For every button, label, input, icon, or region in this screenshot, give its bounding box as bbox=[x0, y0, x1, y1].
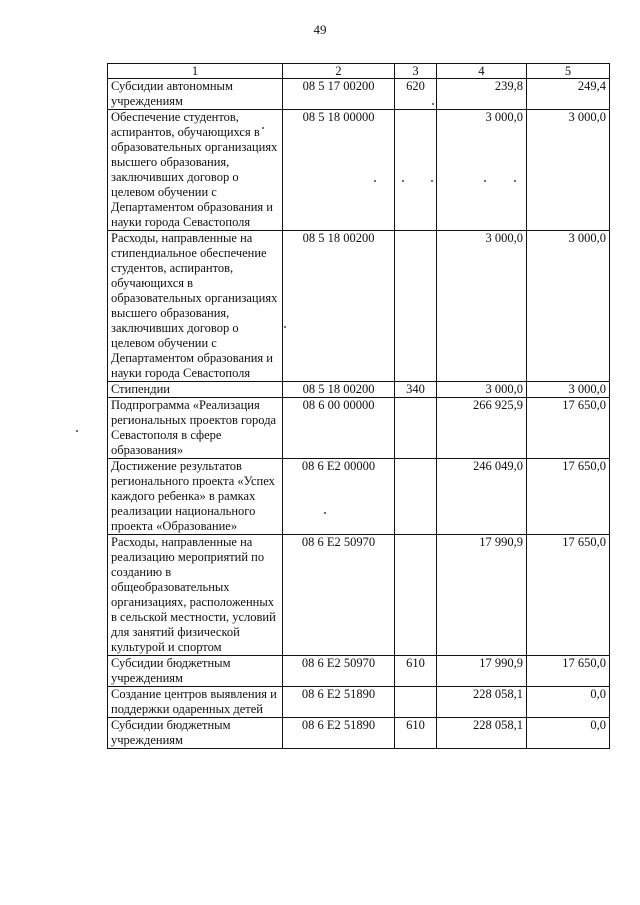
row-code-cell: 08 5 18 00000 bbox=[283, 110, 395, 231]
header-row bbox=[108, 64, 610, 79]
header-cell-2: 2 bbox=[283, 64, 395, 79]
row-amount-1-cell: 239,8 bbox=[437, 79, 527, 110]
row-code-cell: 08 6 E2 50970 bbox=[283, 535, 395, 656]
row-expense-type-cell: 610 bbox=[395, 718, 437, 749]
row-amount-2-cell: 17 650,0 bbox=[527, 398, 610, 459]
row-amount-1-cell: 3 000,0 bbox=[437, 231, 527, 382]
row-name-cell: Расходы, направленные на стипендиальное обеспечение студентов, аспирантов, обучающихся в образовательных организациях высшего образования, заключивших договор о целевом обучении с Департаментом образования и науки города Севастополя bbox=[108, 231, 283, 382]
row-amount-1-cell: 17 990,9 bbox=[437, 656, 527, 687]
table-row bbox=[108, 718, 610, 749]
row-code-cell: 08 5 18 00200 bbox=[283, 231, 395, 382]
table-row bbox=[108, 459, 610, 535]
header-cell-3: 3 bbox=[395, 64, 437, 79]
row-amount-2-cell: 17 650,0 bbox=[527, 656, 610, 687]
row-amount-2-cell: 0,0 bbox=[527, 718, 610, 749]
page-number: 49 bbox=[313, 22, 327, 37]
table-row bbox=[108, 231, 610, 382]
row-code-cell: 08 6 E2 51890 bbox=[283, 718, 395, 749]
row-code-cell: 08 6 E2 51890 bbox=[283, 687, 395, 718]
row-code-cell: 08 5 18 00200 bbox=[283, 382, 395, 398]
row-name-cell: Создание центров выявления и поддержки одаренных детей bbox=[108, 687, 283, 718]
row-name-cell: Расходы, направленные на реализацию мероприятий по созданию в общеобразовательных организациях, расположенных в сельской местности, условий для занятий физической культурой и спортом bbox=[108, 535, 283, 656]
budget-table bbox=[107, 63, 610, 749]
row-amount-1-cell: 228 058,1 bbox=[437, 687, 527, 718]
row-amount-1-cell: 266 925,9 bbox=[437, 398, 527, 459]
scan-speck bbox=[484, 180, 486, 182]
row-amount-2-cell: 17 650,0 bbox=[527, 459, 610, 535]
header-cell-1: 1 bbox=[108, 64, 283, 79]
row-amount-2-cell: 3 000,0 bbox=[527, 382, 610, 398]
row-name-cell: Субсидии бюджетным учреждениям bbox=[108, 718, 283, 749]
row-name-cell: Субсидии бюджетным учреждениям bbox=[108, 656, 283, 687]
row-expense-type-cell bbox=[395, 231, 437, 382]
row-name-cell: Достижение результатов регионального проекта «Успех каждого ребенка» в рамках реализации национального проекта «Образование» bbox=[108, 459, 283, 535]
row-name-cell: Обеспечение студентов, аспирантов, обучающихся в образовательных организациях высшего образования, заключивших договор о целевом обучении с Департаментом образования и науки города Севастополя bbox=[108, 110, 283, 231]
row-amount-2-cell: 249,4 bbox=[527, 79, 610, 110]
row-amount-2-cell: 0,0 bbox=[527, 687, 610, 718]
row-expense-type-cell: 620 bbox=[395, 79, 437, 110]
scan-speck bbox=[284, 326, 286, 328]
row-expense-type-cell bbox=[395, 687, 437, 718]
table-row bbox=[108, 535, 610, 656]
scan-speck bbox=[514, 180, 516, 182]
row-expense-type-cell bbox=[395, 459, 437, 535]
row-expense-type-cell bbox=[395, 110, 437, 231]
row-expense-type-cell bbox=[395, 535, 437, 656]
header-cell-4: 4 bbox=[437, 64, 527, 79]
scan-speck bbox=[324, 512, 326, 514]
table-row bbox=[108, 656, 610, 687]
row-amount-2-cell: 17 650,0 bbox=[527, 535, 610, 656]
table-row bbox=[108, 398, 610, 459]
row-amount-1-cell: 3 000,0 bbox=[437, 110, 527, 231]
table-body bbox=[108, 79, 610, 749]
row-name-cell: Субсидии автономным учреждениям bbox=[108, 79, 283, 110]
row-code-cell: 08 6 E2 50970 bbox=[283, 656, 395, 687]
row-name-cell: Стипендии bbox=[108, 382, 283, 398]
row-expense-type-cell bbox=[395, 398, 437, 459]
row-name-cell: Подпрограмма «Реализация региональных проектов города Севастополя в сфере образования» bbox=[108, 398, 283, 459]
row-amount-1-cell: 17 990,9 bbox=[437, 535, 527, 656]
scan-speck bbox=[431, 180, 433, 182]
table-row bbox=[108, 687, 610, 718]
row-code-cell: 08 6 E2 00000 bbox=[283, 459, 395, 535]
scan-speck bbox=[432, 103, 434, 105]
table-row bbox=[108, 382, 610, 398]
scan-speck bbox=[76, 430, 78, 432]
row-amount-2-cell: 3 000,0 bbox=[527, 231, 610, 382]
row-expense-type-cell: 340 bbox=[395, 382, 437, 398]
scan-speck bbox=[402, 180, 404, 182]
row-amount-2-cell: 3 000,0 bbox=[527, 110, 610, 231]
scan-speck bbox=[374, 180, 376, 182]
table-row bbox=[108, 79, 610, 110]
row-amount-1-cell: 246 049,0 bbox=[437, 459, 527, 535]
row-code-cell: 08 6 00 00000 bbox=[283, 398, 395, 459]
scan-speck bbox=[262, 127, 264, 129]
table-header bbox=[108, 64, 610, 79]
table-row bbox=[108, 110, 610, 231]
row-amount-1-cell: 228 058,1 bbox=[437, 718, 527, 749]
row-expense-type-cell: 610 bbox=[395, 656, 437, 687]
header-cell-5: 5 bbox=[527, 64, 610, 79]
row-amount-1-cell: 3 000,0 bbox=[437, 382, 527, 398]
row-code-cell: 08 5 17 00200 bbox=[283, 79, 395, 110]
